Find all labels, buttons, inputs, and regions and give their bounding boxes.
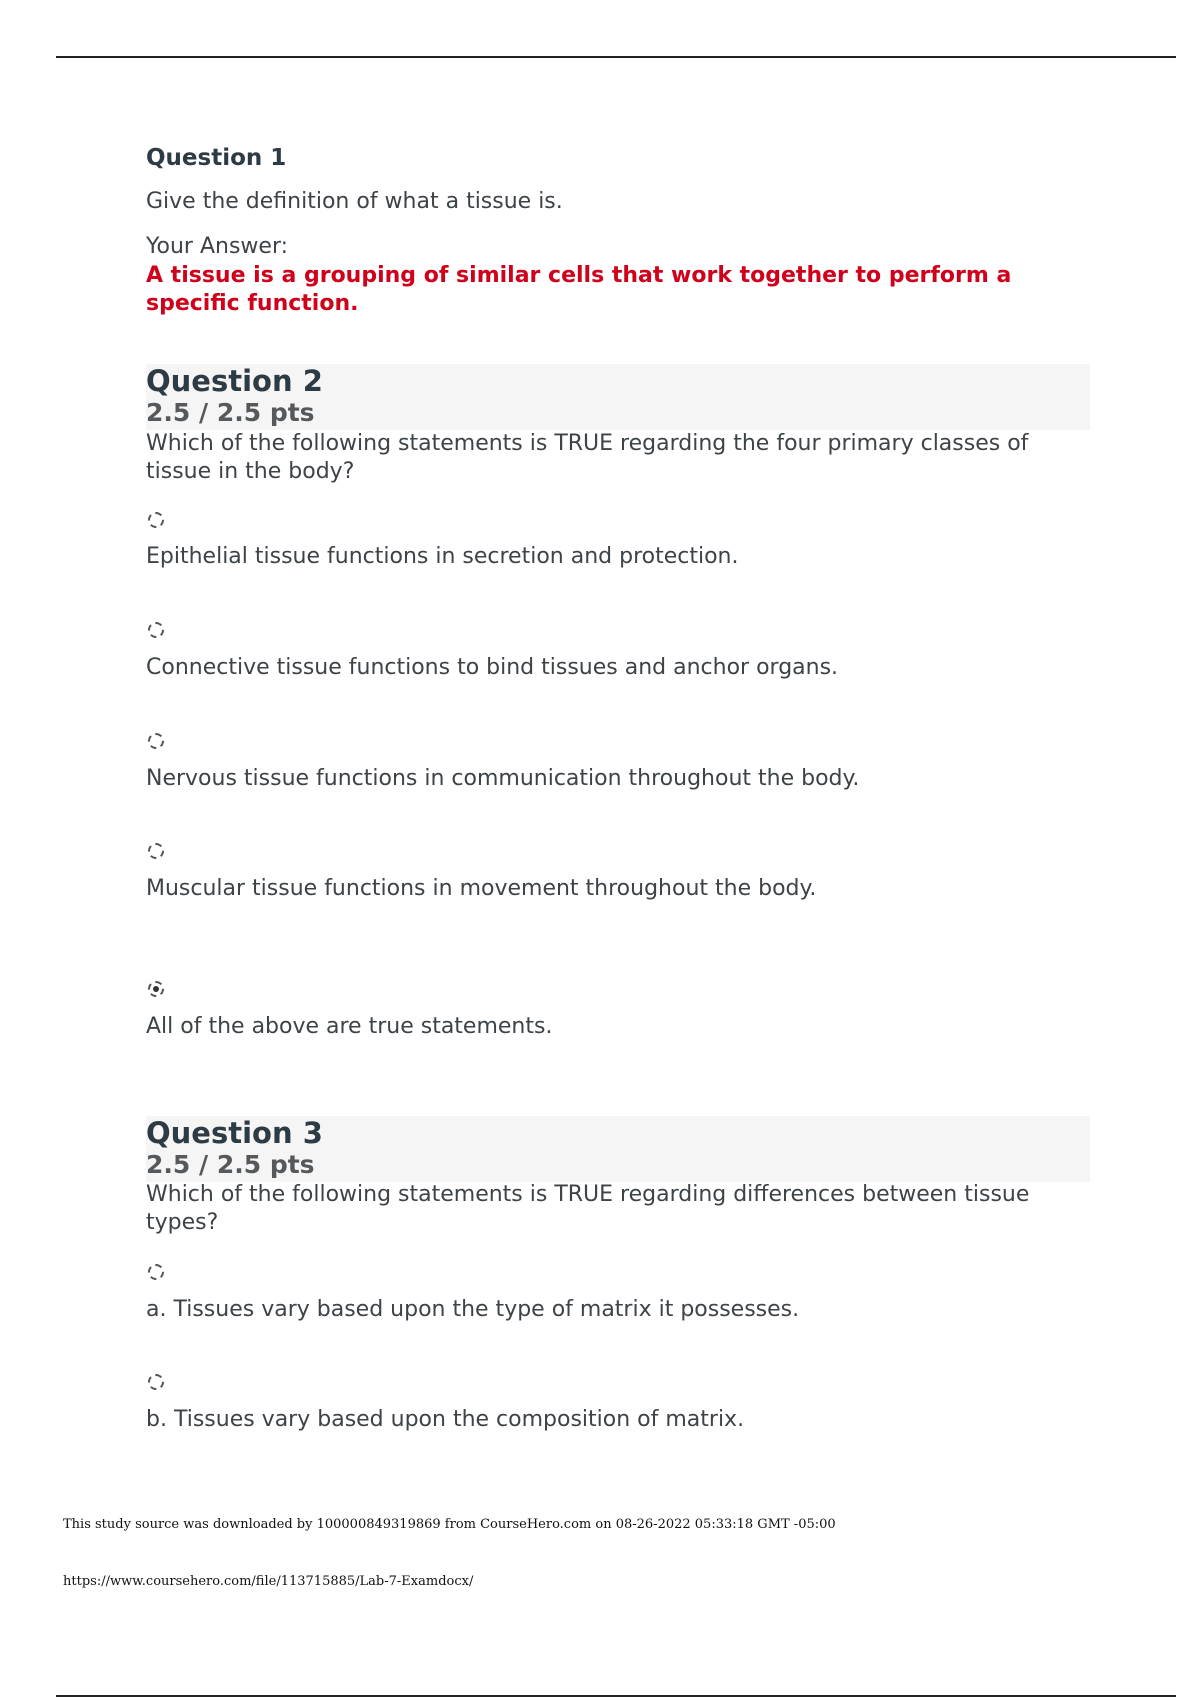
question-1-answer: A tissue is a grouping of similar cells that work together to perform a specific function. [146,263,1012,316]
question-3-title: Question 3 [146,1116,323,1150]
question-1-prompt: Give the definition of what a tissue is. [146,189,563,214]
your-answer-label: Your Answer: [146,234,289,259]
question-3-header [146,1116,1090,1182]
question-3-points: 2.5 / 2.5 pts [146,1150,315,1179]
question-2-prompt: Which of the following statements is TRUE regarding the four primary classes of tissue in the body? [146,431,1029,484]
source-url: https://www.coursehero.com/file/113715885/Lab-7-Examdocx/ [63,1574,474,1589]
q2-option-1-radio[interactable] [148,512,164,528]
q3-option-b-label[interactable]: b. Tissues vary based upon the composition of matrix. [146,1407,745,1432]
question-2-title: Question 2 [146,364,323,398]
top-rule [56,56,1176,58]
q2-option-3-label[interactable]: Nervous tissue functions in communication throughout the body. [146,766,860,791]
q3-option-a-label[interactable]: a. Tissues vary based upon the type of matrix it possesses. [146,1297,800,1322]
download-source-text: This study source was downloaded by 100000849319869 from CourseHero.com on 08-26-2022 05:33:18 GMT -05:00 [63,1517,836,1532]
q2-option-2-radio[interactable] [148,622,164,638]
question-2-points: 2.5 / 2.5 pts [146,398,315,427]
q2-option-5-radio[interactable] [148,981,164,997]
q3-option-b-radio[interactable] [148,1374,164,1390]
q2-option-2-label[interactable]: Connective tissue functions to bind tissues and anchor organs. [146,655,839,680]
bottom-rule [56,1695,1176,1697]
q2-option-4-radio[interactable] [148,843,164,859]
q2-option-1-label[interactable]: Epithelial tissue functions in secretion and protection. [146,544,739,569]
question-3-prompt: Which of the following statements is TRUE regarding differences between tissue types? [146,1182,1030,1235]
question-2-header [146,364,1090,430]
q2-option-4-label[interactable]: Muscular tissue functions in movement throughout the body. [146,876,817,901]
q2-option-5-label[interactable]: All of the above are true statements. [146,1014,553,1039]
question-1-title: Question 1 [146,145,287,171]
q2-option-3-radio[interactable] [148,733,164,749]
q3-option-a-radio[interactable] [148,1264,164,1280]
